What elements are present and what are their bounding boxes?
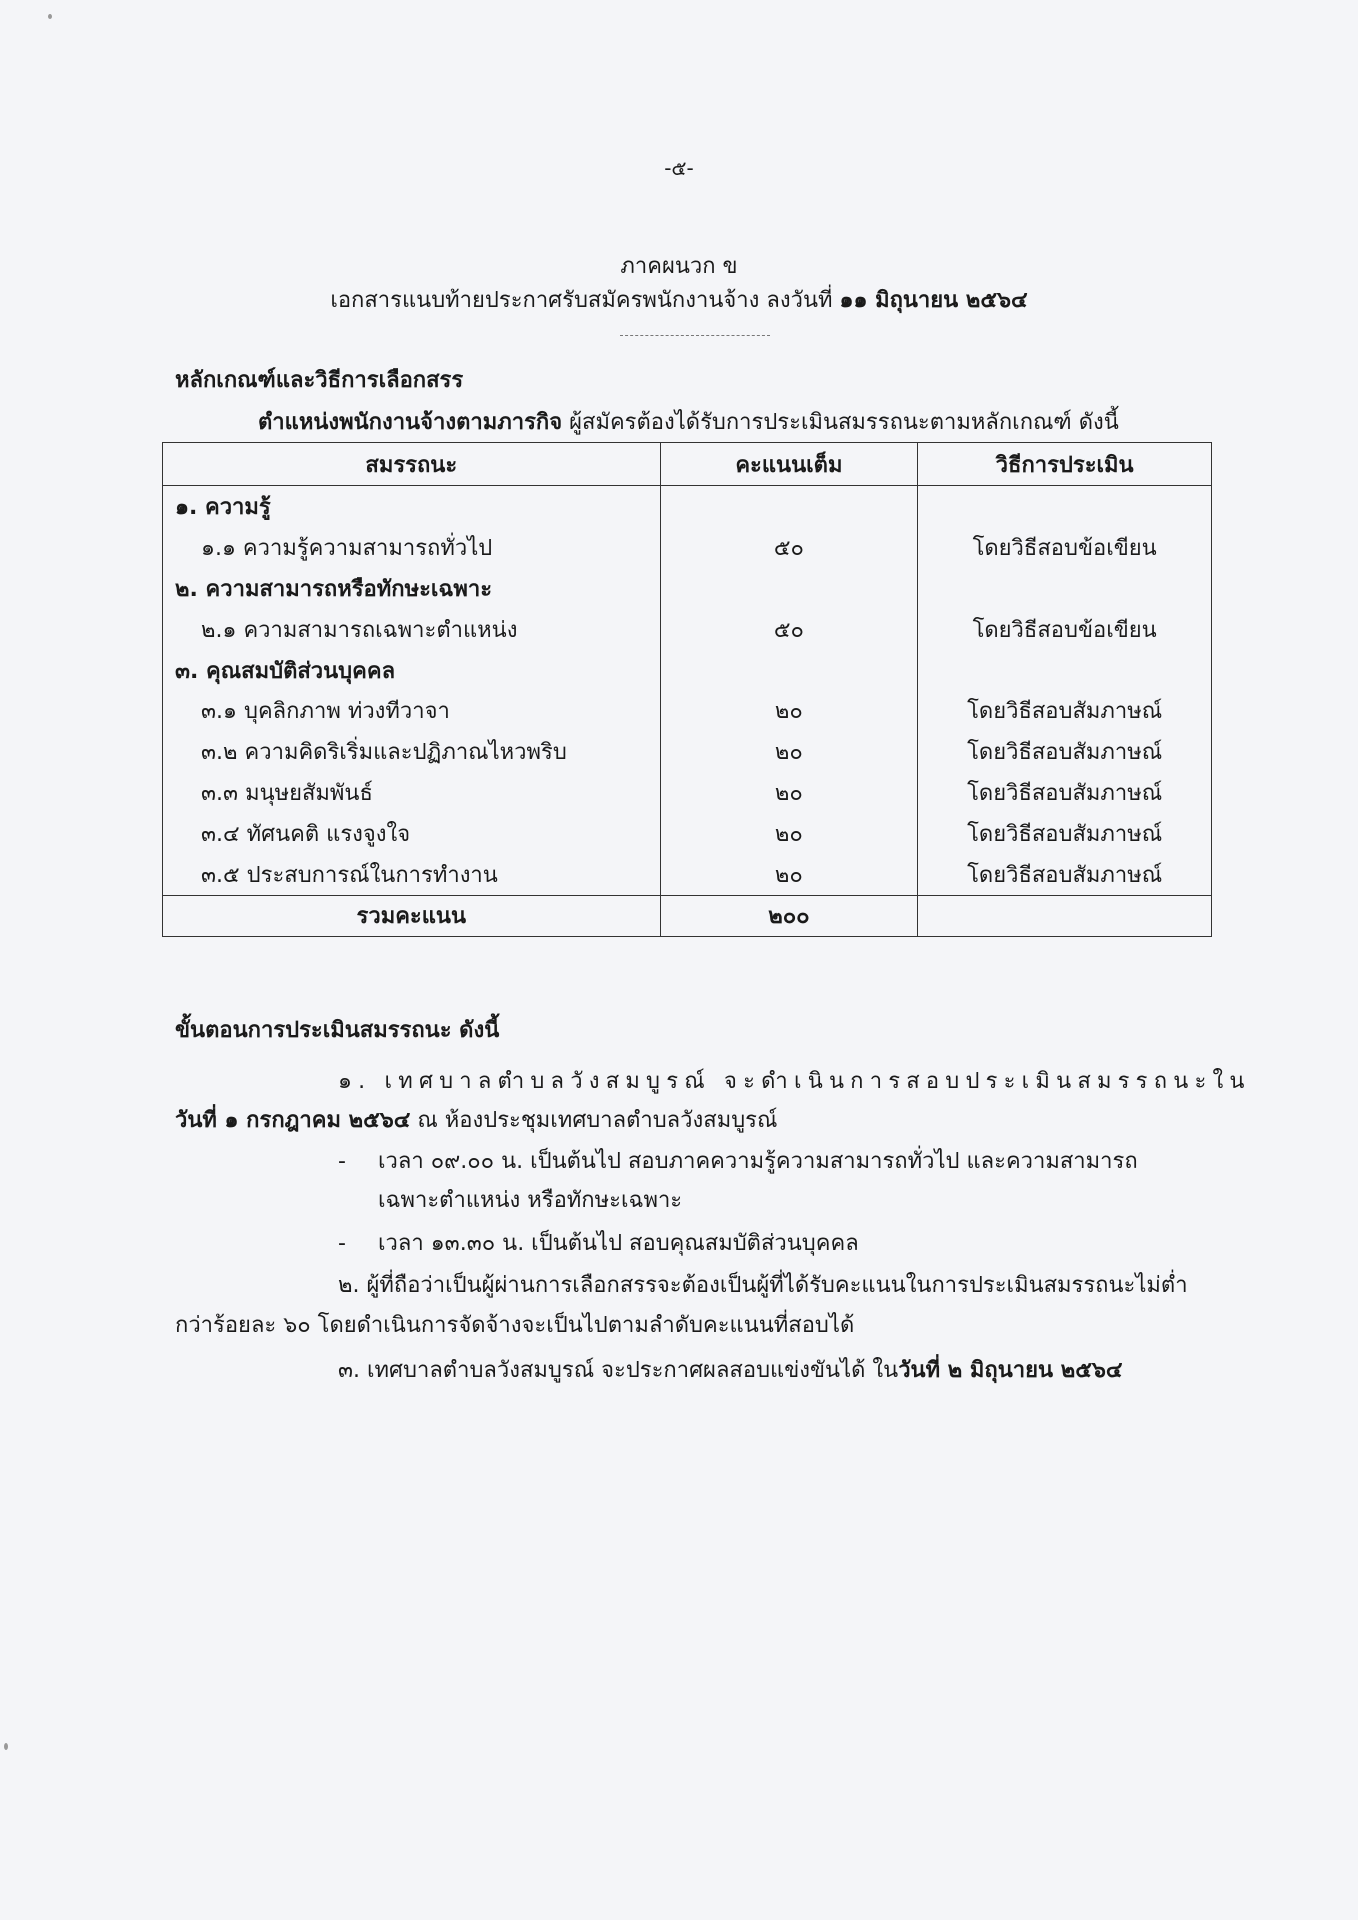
schedule-bullet-1-continued: เฉพาะตำแหน่ง หรือทักษะเฉพาะ [378,1188,683,1213]
exam-venue: ณ ห้องประชุมเทศบาลตำบลวังสมบูรณ์ [410,1108,778,1133]
title-divider [620,335,770,336]
procedure-step-1-line-2 [175,1102,777,1137]
table-header-row [163,443,1212,486]
total-method [918,895,1212,936]
page-number: -๕- [664,156,694,180]
schedule-bullet-1 [338,1143,1138,1178]
exam-date: วันที่ ๑ กรกฎาคม ๒๕๖๔ [175,1108,411,1133]
table-row [163,854,1212,895]
row-item: ๑. ความรู้ [163,486,661,527]
subtitle-date: ๑๑ มิถุนายน ๒๕๖๔ [839,288,1028,313]
table-row [163,568,1212,609]
row-method [918,486,1212,527]
row-score: ๕๐ [660,609,918,650]
row-score: ๒๐ [660,772,918,813]
row-item: ๒. ความสามารถหรือทักษะเฉพาะ [163,568,661,609]
table-row [163,813,1212,854]
row-score [660,568,918,609]
row-score: ๒๐ [660,690,918,731]
table-row [163,486,1212,527]
row-method [918,568,1212,609]
procedure-heading: ขั้นตอนการประเมินสมรรถนะ ดังนี้ [175,1018,500,1043]
table-row [163,527,1212,568]
row-item: ๓.๕ ประสบการณ์ในการทำงาน [163,854,661,895]
scan-speck [4,1743,8,1750]
step-3-text: ๓. เทศบาลตำบลวังสมบูรณ์ จะประกาศผลสอบแข่งขันได้ ใน [338,1358,899,1383]
row-method: โดยวิธีสอบข้อเขียน [918,609,1212,650]
subtitle-prefix: เอกสารแนบท้ายประกาศรับสมัครพนักงานจ้าง ลงวันที่ [330,288,833,313]
row-item: ๓.๓ มนุษยสัมพันธ์ [163,772,661,813]
row-method: โดยวิธีสอบข้อเขียน [918,527,1212,568]
scan-speck [48,14,52,19]
header-method: วิธีการประเมิน [918,443,1212,486]
criteria-intro-text: ผู้สมัครต้องได้รับการประเมินสมรรถนะตามหลักเกณฑ์ ดังนี้ [569,410,1119,435]
total-label: รวมคะแนน [163,895,661,936]
row-item: ๑.๑ ความรู้ความสามารถทั่วไป [163,527,661,568]
table-row [163,690,1212,731]
row-score [660,650,918,691]
bullet-1-text: เวลา ๐๙.๐๐ น. เป็นต้นไป สอบภาคความรู้ความสามารถทั่วไป และความสามารถ [378,1149,1138,1174]
row-score: ๒๐ [660,731,918,772]
schedule-bullet-2 [338,1225,859,1260]
row-score: ๕๐ [660,527,918,568]
row-item: ๓. คุณสมบัติส่วนบุคคล [163,650,661,691]
table-row [163,609,1212,650]
row-method: โดยวิธีสอบสัมภาษณ์ [918,731,1212,772]
procedure-step-1-line-1: ๑. เทศบาลตำบลวังสมบูรณ์ จะดำเนินการสอบประเมินสมรรถนะใน [338,1069,1251,1094]
procedure-step-3 [338,1352,1123,1387]
bullet-2-text: เวลา ๑๓.๓๐ น. เป็นต้นไป สอบคุณสมบัติส่วนบุคคล [378,1231,859,1256]
bullet-dash: - [338,1231,346,1256]
row-item: ๓.๑ บุคลิกภาพ ท่วงทีวาจา [163,690,661,731]
row-item: ๓.๒ ความคิดริเริ่มและปฏิภาณไหวพริบ [163,731,661,772]
header-competency: สมรรถนะ [163,443,661,486]
row-method: โดยวิธีสอบสัมภาษณ์ [918,772,1212,813]
appendix-subtitle [0,282,1358,317]
row-item: ๓.๔ ทัศนคติ แรงจูงใจ [163,813,661,854]
result-date: วันที่ ๒ มิถุนายน ๒๕๖๔ [898,1358,1123,1383]
procedure-step-2-line-1: ๒. ผู้ที่ถือว่าเป็นผู้ผ่านการเลือกสรรจะต้องเป็นผู้ที่ได้รับคะแนนในการประเมินสมรรถนะไม่ต่ำ [338,1273,1188,1298]
table-total-row [163,895,1212,936]
table-row [163,772,1212,813]
appendix-title: ภาคผนวก ข [620,254,738,279]
row-method: โดยวิธีสอบสัมภาษณ์ [918,690,1212,731]
row-score [660,486,918,527]
row-method [918,650,1212,691]
row-score: ๒๐ [660,813,918,854]
criteria-intro [258,404,1119,439]
row-item: ๒.๑ ความสามารถเฉพาะตำแหน่ง [163,609,661,650]
row-score: ๒๐ [660,854,918,895]
procedure-step-2-line-2: กว่าร้อยละ ๖๐ โดยดำเนินการจัดจ้างจะเป็นไปตามลำดับคะแนนที่สอบได้ [175,1313,855,1338]
criteria-heading: หลักเกณฑ์และวิธีการเลือกสรร [175,368,464,393]
header-full-score: คะแนนเต็ม [660,443,918,486]
row-method: โดยวิธีสอบสัมภาษณ์ [918,854,1212,895]
table-row [163,731,1212,772]
bullet-dash: - [338,1149,346,1174]
total-score: ๒๐๐ [660,895,918,936]
table-row [163,650,1212,691]
criteria-position: ตำแหน่งพนักงานจ้างตามภารกิจ [258,410,563,435]
row-method: โดยวิธีสอบสัมภาษณ์ [918,813,1212,854]
competency-table [162,442,1212,937]
